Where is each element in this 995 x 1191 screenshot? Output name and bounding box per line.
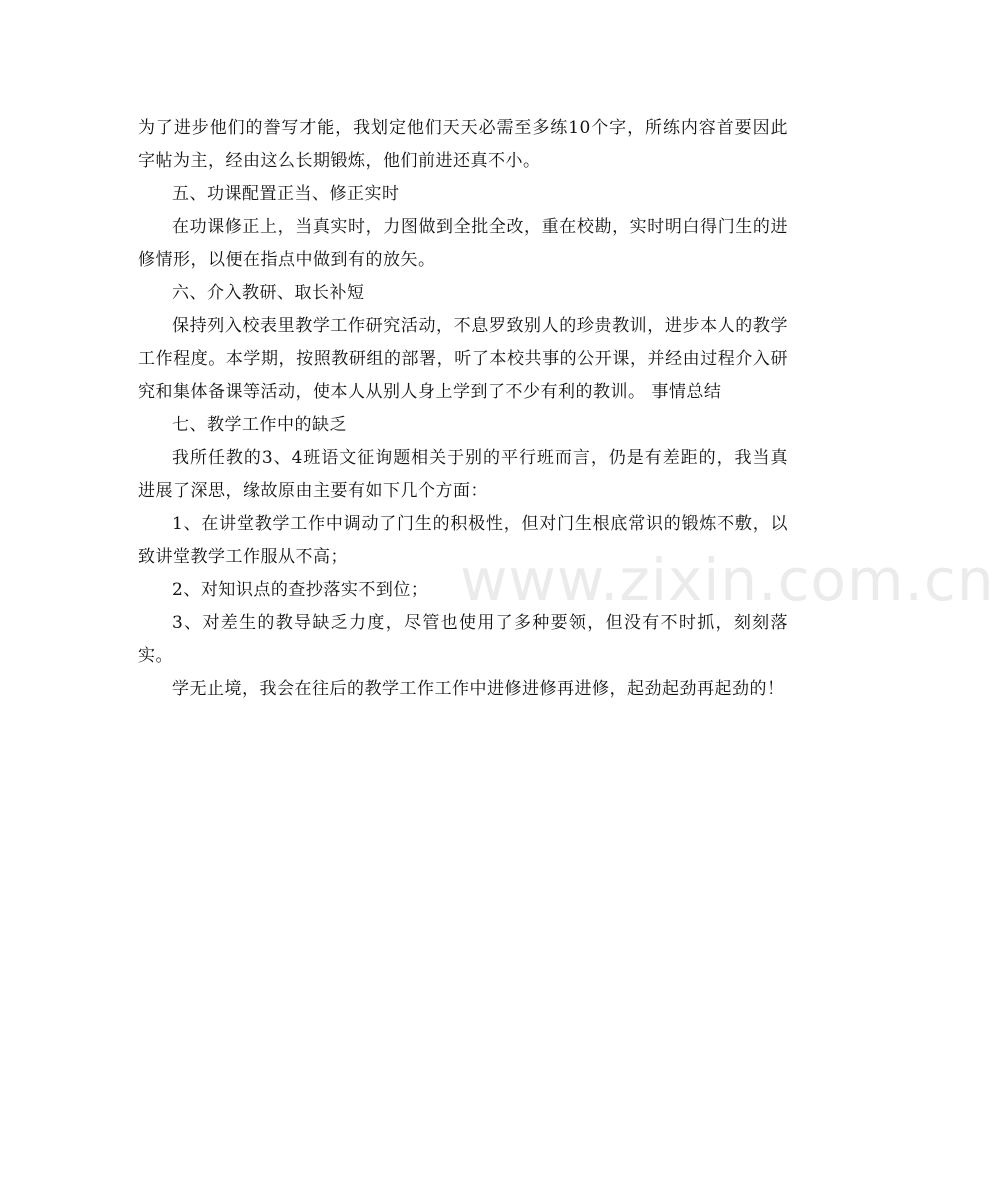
list-item-2: 2、对知识点的查抄落实不到位； <box>172 580 429 600</box>
list-item-1: 1、在讲堂教学工作中调动了门生的积极性，但对门生根底常识的锻炼不敷，以致讲堂教学工作服从不高； <box>138 514 788 567</box>
paragraph-shortcomings: 我所任教的3、4班语文征询题相关于别的平行班而言，仍是有差距的，我当真进展了深思，缘故原由主要有如下几个方面： <box>138 448 788 501</box>
section-heading-5: 五、功课配置正当、修正实时 <box>172 184 400 204</box>
paragraph-homework: 在功课修正上，当真实时，力图做到全批全改，重在校勘，实时明白得门生的进修情形，以便在指点中做到有的放矢。 <box>138 217 788 270</box>
section-heading-7: 七、教学工作中的缺乏 <box>172 415 347 435</box>
closing-paragraph: 学无止境，我会在往后的教学工作工作中进修进修再进修，起劲起劲再起劲的！ <box>172 679 785 699</box>
paragraph-continuation: 为了进步他们的誊写才能，我划定他们天天必需至多练10个字，所练内容首要因此字帖为主，经由这么长期锻炼，他们前进还真不小。 <box>138 118 788 171</box>
document-body <box>138 112 788 706</box>
paragraph-research: 保持列入校表里教学工作研究活动，不息罗致别人的珍贵教训，进步本人的教学工作程度。本学期，按照教研组的部署，听了本校共事的公开课，并经由过程介入研究和集体备课等活动，使本人从别人身上学到了不少有利的教训。 事情总结 <box>138 316 788 402</box>
watermark: www.zixin.com.cn <box>460 546 995 614</box>
list-item-3: 3、对差生的教导缺乏力度，尽管也使用了多种要领，但没有不时抓，刻刻落实。 <box>138 613 788 666</box>
section-heading-6: 六、介入教研、取长补短 <box>172 283 365 303</box>
